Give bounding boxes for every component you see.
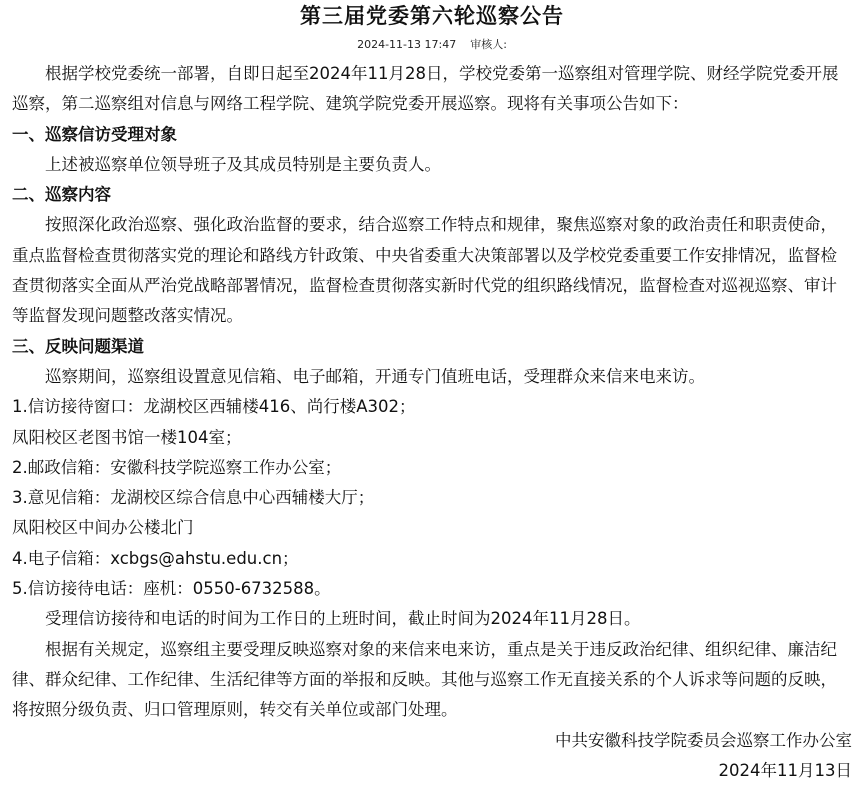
- time-note-paragraph: 受理信访接待和电话的时间为工作日的上班时间，截止时间为2024年11月28日。: [45, 609, 641, 629]
- channel-item-1-continued: 凤阳校区老图书馆一楼104室；: [12, 427, 242, 447]
- section-heading-3: 三、反映问题渠道: [12, 336, 144, 356]
- page-title: 第三届党委第六轮巡察公告: [300, 3, 564, 28]
- section-1-text: 上述被巡察单位领导班子及其成员特别是主要负责人。: [45, 154, 441, 174]
- section-heading-1: 一、巡察信访受理对象: [12, 124, 177, 144]
- signature-org: 中共安徽科技学院委员会巡察工作办公室: [555, 730, 852, 750]
- signature-date: 2024年11月13日: [718, 760, 852, 780]
- intro-paragraph: 根据学校党委统一部署，自即日起至2024年11月28日，学校党委第一巡察组对管理学院、财经学院党委开展巡察，第二巡察组对信息与网络工程学院、建筑学院党委开展巡察。现将有关事项公告如下：: [12, 64, 839, 114]
- channel-item-3: 3.意见信箱：龙湖校区综合信息中心西辅楼大厅；: [12, 488, 375, 508]
- channel-item-1: 1.信访接待窗口：龙湖校区西辅楼416、尚行楼A302；: [12, 397, 416, 417]
- section-2-text: 按照深化政治巡察、强化政治监督的要求，结合巡察工作特点和规律，聚焦巡察对象的政治责任和职责使命，重点监督检查贯彻落实党的理论和路线方针政策、中央省委重大决策部署以及学校党委重要工作安排情况，监督检查贯彻落实全面从严治党战略部署情况，监督检查贯彻落实新时代党的组织路线情况，监督检查对巡视巡察、审计等监督发现问题整改落实情况。: [12, 215, 837, 326]
- rule-note-paragraph: 根据有关规定，巡察组主要受理反映巡察对象的来信来电来访，重点是关于违反政治纪律、组织纪律、廉洁纪律、群众纪律、工作纪律、生活纪律等方面的举报和反映。其他与巡察工作无直接关系的个人诉求等问题的反映，将按照分级负责、归口管理原则，转交有关单位或部门处理。: [12, 639, 837, 720]
- channel-item-4: 4.电子信箱：xcbgs@ahstu.edu.cn；: [12, 548, 299, 568]
- publish-datetime: 2024-11-13 17:47: [357, 38, 457, 51]
- reviewer-label: 审核人:: [470, 38, 507, 51]
- section-3-text: 巡察期间，巡察组设置意见信箱、电子邮箱，开通专门值班电话，受理群众来信来电来访。: [45, 366, 705, 386]
- channel-item-3-continued: 凤阳校区中间办公楼北门: [12, 518, 194, 538]
- section-heading-2: 二、巡察内容: [12, 185, 111, 205]
- channel-item-5: 5.信访接待电话：座机：0550-6732588。: [12, 579, 331, 599]
- channel-item-2: 2.邮政信箱：安徽科技学院巡察工作办公室；: [12, 457, 342, 477]
- article-meta: [0, 38, 864, 52]
- article-body: [12, 59, 852, 786]
